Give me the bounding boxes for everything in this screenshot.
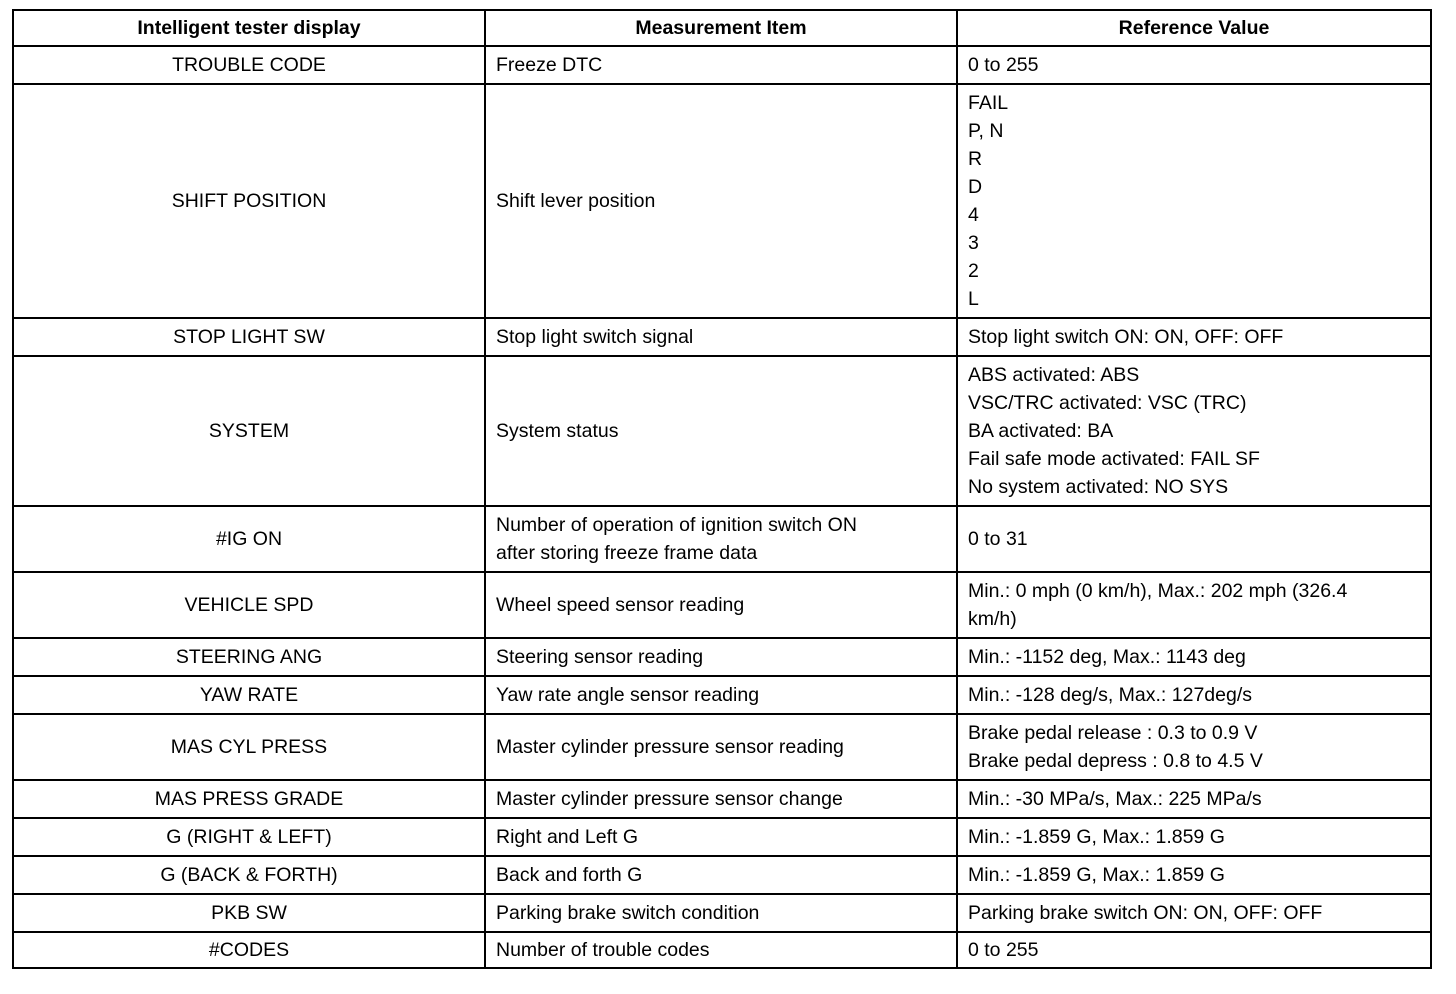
table-row [13, 818, 1431, 856]
measurement-item-line: Parking brake switch condition [496, 902, 760, 924]
measurement-item-line: Steering sensor reading [496, 646, 704, 668]
cell-tester-display: VEHICLE SPD [13, 572, 485, 638]
cell-tester-display: #CODES [13, 932, 485, 968]
cell-measurement-item [485, 932, 957, 968]
cell-reference-value [957, 714, 1431, 780]
cell-measurement-item [485, 506, 957, 572]
reference-value-line: 0 to 31 [968, 528, 1028, 550]
cell-tester-display: SHIFT POSITION [13, 84, 485, 318]
reference-value-line: Min.: -128 deg/s, Max.: 127deg/s [968, 684, 1252, 706]
cell-measurement-item [485, 572, 957, 638]
cell-reference-value [957, 780, 1431, 818]
table-row [13, 676, 1431, 714]
measurement-item-line: Master cylinder pressure sensor change [496, 788, 843, 810]
reference-value-line: 2 [968, 260, 979, 282]
table-row [13, 318, 1431, 356]
table-row [13, 894, 1431, 932]
cell-measurement-item [485, 856, 957, 894]
cell-measurement-item [485, 676, 957, 714]
cell-reference-value [957, 638, 1431, 676]
reference-value-line: Brake pedal depress : 0.8 to 4.5 V [968, 750, 1263, 772]
measurement-item-line: after storing freeze frame data [496, 542, 758, 564]
reference-value-line: Fail safe mode activated: FAIL SF [968, 448, 1260, 470]
table-row [13, 356, 1431, 506]
measurement-item-line: Right and Left G [496, 826, 639, 848]
cell-tester-display: #IG ON [13, 506, 485, 572]
reference-value-line: Min.: -1.859 G, Max.: 1.859 G [968, 826, 1225, 848]
cell-reference-value [957, 932, 1431, 968]
cell-tester-display: MAS PRESS GRADE [13, 780, 485, 818]
table-row [13, 714, 1431, 780]
cell-tester-display: STOP LIGHT SW [13, 318, 485, 356]
cell-reference-value [957, 46, 1431, 84]
measurement-item-line: Yaw rate angle sensor reading [496, 684, 760, 706]
table-row [13, 780, 1431, 818]
reference-value-line: 3 [968, 232, 979, 254]
cell-measurement-item [485, 894, 957, 932]
table-row [13, 572, 1431, 638]
reference-value-line: Min.: -1152 deg, Max.: 1143 deg [968, 646, 1246, 668]
cell-measurement-item [485, 84, 957, 318]
measurement-item-line: Number of trouble codes [496, 939, 710, 961]
cell-tester-display: STEERING ANG [13, 638, 485, 676]
measurement-item-line: Master cylinder pressure sensor reading [496, 736, 844, 758]
cell-reference-value [957, 356, 1431, 506]
cell-tester-display: SYSTEM [13, 356, 485, 506]
table-row [13, 638, 1431, 676]
table-row [13, 506, 1431, 572]
cell-measurement-item [485, 638, 957, 676]
cell-tester-display: G (BACK & FORTH) [13, 856, 485, 894]
cell-reference-value [957, 894, 1431, 932]
table-row [13, 856, 1431, 894]
measurement-item-line: Stop light switch signal [496, 326, 694, 348]
reference-value-line: P, N [968, 120, 1004, 142]
cell-tester-display: PKB SW [13, 894, 485, 932]
measurement-item-line: Shift lever position [496, 190, 656, 212]
reference-value-line: BA activated: BA [968, 420, 1114, 442]
cell-measurement-item [485, 714, 957, 780]
table-row [13, 932, 1431, 968]
table-row [13, 46, 1431, 84]
reference-value-line: 0 to 255 [968, 939, 1039, 961]
cell-tester-display: MAS CYL PRESS [13, 714, 485, 780]
reference-value-line: D [968, 176, 983, 198]
cell-reference-value [957, 506, 1431, 572]
reference-value-line: km/h) [968, 608, 1017, 630]
cell-tester-display: G (RIGHT & LEFT) [13, 818, 485, 856]
table-row [13, 84, 1431, 318]
table-header-row [13, 10, 1431, 46]
cell-reference-value [957, 318, 1431, 356]
measurement-item-line: Number of operation of ignition switch ON [496, 514, 857, 536]
cell-tester-display: TROUBLE CODE [13, 46, 485, 84]
reference-value-line: Stop light switch ON: ON, OFF: OFF [968, 326, 1284, 348]
reference-value-line: No system activated: NO SYS [968, 476, 1229, 498]
cell-reference-value [957, 856, 1431, 894]
cell-tester-display: YAW RATE [13, 676, 485, 714]
reference-value-line: Min.: 0 mph (0 km/h), Max.: 202 mph (326.4 [968, 580, 1348, 602]
reference-value-line: ABS activated: ABS [968, 364, 1140, 386]
table-body [13, 46, 1431, 968]
measurement-item-line: Freeze DTC [496, 54, 603, 76]
cell-measurement-item [485, 46, 957, 84]
reference-value-line: 4 [968, 204, 979, 226]
reference-value-line: Parking brake switch ON: ON, OFF: OFF [968, 902, 1323, 924]
measurement-item-line: System status [496, 420, 619, 442]
cell-reference-value [957, 818, 1431, 856]
reference-value-line: Min.: -30 MPa/s, Max.: 225 MPa/s [968, 788, 1262, 810]
reference-value-line: L [968, 288, 979, 310]
measurement-item-line: Wheel speed sensor reading [496, 594, 745, 616]
data-list-table [12, 9, 1432, 969]
reference-value-line: FAIL [968, 92, 1009, 114]
cell-reference-value [957, 572, 1431, 638]
reference-value-line: Min.: -1.859 G, Max.: 1.859 G [968, 864, 1225, 886]
column-header-item: Measurement Item [485, 10, 957, 46]
cell-measurement-item [485, 780, 957, 818]
cell-reference-value [957, 676, 1431, 714]
cell-measurement-item [485, 318, 957, 356]
column-header-display: Intelligent tester display [13, 10, 485, 46]
cell-measurement-item [485, 356, 957, 506]
reference-value-line: 0 to 255 [968, 54, 1039, 76]
reference-value-line: VSC/TRC activated: VSC (TRC) [968, 392, 1247, 414]
column-header-reference: Reference Value [957, 10, 1431, 46]
reference-value-line: Brake pedal release : 0.3 to 0.9 V [968, 722, 1258, 744]
cell-measurement-item [485, 818, 957, 856]
measurement-item-line: Back and forth G [496, 864, 643, 886]
reference-value-line: R [968, 148, 983, 170]
cell-reference-value [957, 84, 1431, 318]
